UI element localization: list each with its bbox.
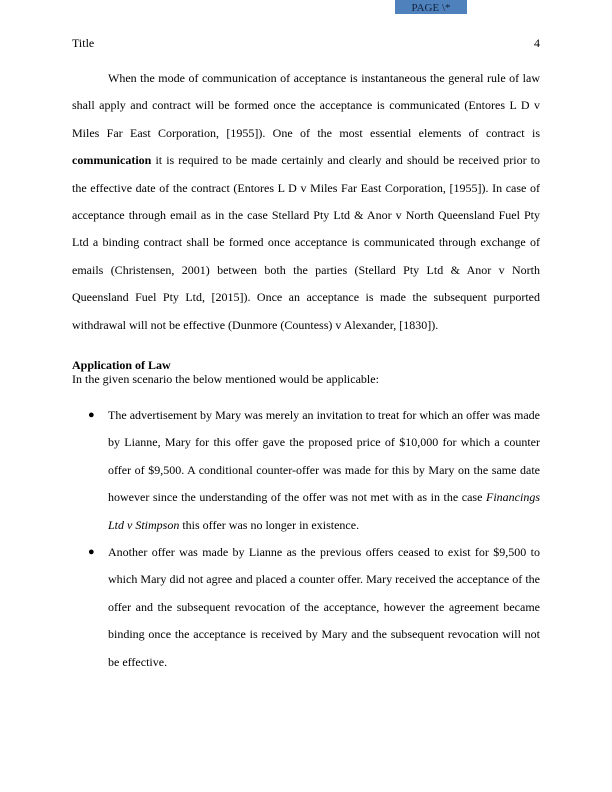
list-item <box>72 402 540 539</box>
bullet-text: The advertisement by Mary was merely an invitation to treat for which an offer was made by Lianne, Mary for this offer gave the proposed price of $10,000 for which a counter offer of $9,500. A conditional counter-offer was made for this by Mary on the same date however since the understanding of the offer was not met with as in the case <box>108 408 540 505</box>
paragraph-text-2: it is required to be made certainly and clearly and should be received prior to the effective date of the contract (Entores L D v Miles Far East Corporation, [1955]). In case of acceptance through email as in the case Stellard Pty Ltd & Anor v North Queensland Fuel Pty Ltd a binding contract shall be formed once acceptance is communicated through exchange of emails (Christensen, 2001) between both the parties (Stellard Pty Ltd & Anor v North Queensland Fuel Pty Ltd, [2015]). Once an acceptance is made the subsequent purported withdrawal will not be effective (Dunmore (Countess) v Alexander, [1830]). <box>72 153 540 332</box>
paragraph-bold-term: communication <box>72 153 152 168</box>
page-field-code: PAGE \* <box>395 0 467 14</box>
body-paragraph <box>72 65 540 339</box>
bullet-text: this offer was no longer in existence. <box>179 517 360 532</box>
header-title: Title <box>72 36 95 50</box>
bullet-marker: ● <box>88 546 95 559</box>
paragraph-text-1: When the mode of communication of acceptance is instantaneous the general rule of law shall apply and contract will be formed once the acceptance is communicated (Entores L D v Miles Far East Corporation, [1955]). One of the most essential elements of contract is <box>72 71 540 140</box>
list-item <box>72 539 540 676</box>
bullet-text: Another offer was made by Lianne as the previous offers ceased to exist for $9,500 to which Mary did not agree and placed a counter offer. Mary received the acceptance of the offer and the subsequent revocation of the acceptance, however the agreement became binding once the acceptance is received by Mary and the subsequent revocation will not be effective. <box>108 545 540 669</box>
section-intro: In the given scenario the below mentioned would be applicable: <box>72 372 379 386</box>
bullet-marker: ● <box>88 409 95 421</box>
page-number: 4 <box>534 36 540 50</box>
section-heading: Application of Law <box>72 358 171 372</box>
case-citation: Financings Ltd v Stimpson <box>108 490 540 532</box>
bullet-list <box>72 402 540 676</box>
